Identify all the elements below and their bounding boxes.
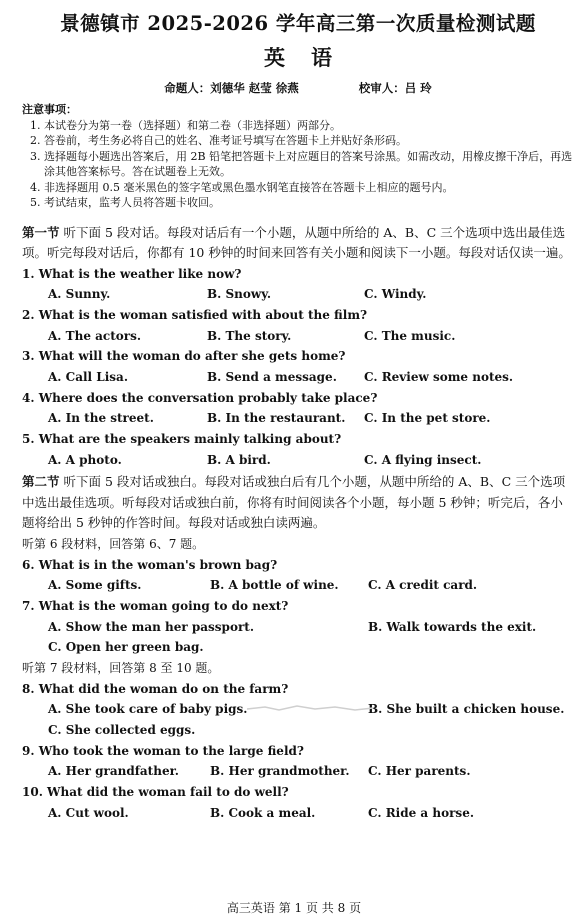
material-7-instruction: 听第 7 段材料，回答第 8 至 10 题。 (22, 661, 220, 675)
option-b[interactable]: B. She built a chicken house. (368, 702, 565, 717)
reviewer: 校审人：吕 玲 (358, 81, 432, 95)
option-a[interactable]: A. Show the man her passport. (48, 619, 254, 634)
option-b[interactable]: B. In the restaurant. (207, 411, 346, 426)
question-7-stem: 7. What is the woman going to do next? (22, 598, 289, 613)
subject-title: 英语 (264, 45, 358, 70)
question-7-options-row1 (22, 617, 574, 638)
option-c[interactable]: C. A flying insect. (364, 452, 482, 467)
question-2-options (22, 326, 574, 347)
authors-line (22, 80, 574, 96)
option-a[interactable]: A. Her grandfather. (48, 764, 179, 779)
faint-pen-mark (245, 701, 375, 715)
option-c[interactable]: C. Her parents. (368, 764, 471, 779)
question-6-options (22, 575, 574, 596)
option-c[interactable]: C. She collected eggs. (48, 723, 196, 738)
note-item: 5. 考试结束，监考人员将答题卡收回。 (30, 196, 220, 209)
question-4-stem: 4. Where does the conversation probably take place? (22, 390, 378, 405)
section-1-text: 听下面 5 段对话。每段对话后有一个小题，从题中所给的 A、B、C 三个选项中选出最佳选项。听完每段对话后，你都有 10 秒钟的时间来回答有关小题和阅读下一小题。每段对话仅读一遍。 (22, 224, 571, 260)
question-10-stem: 10. What did the woman fail to do well? (22, 785, 289, 800)
material-6-instruction: 听第 6 段材料，回答第 6、7 题。 (22, 536, 205, 551)
note-item: 3. 选择题每小题选出答案后，用 2B 铅笔把答题卡上对应题目的答案号涂黑。如需改动，用橡皮擦干净后，再选涂其他答案标号。答在试题卷上无效。 (30, 149, 573, 178)
note-item: 4. 非选择题用 0.5 毫米黑色的签字笔或黑色墨水钢笔直接答在答题卡上相应的题号内。 (30, 180, 454, 194)
option-b[interactable]: B. Her grandmother. (210, 764, 350, 779)
question-4-options (22, 408, 574, 429)
option-c[interactable]: C. Open her green bag. (48, 640, 204, 655)
question-6-stem: 6. What is in the woman's brown bag? (22, 557, 278, 572)
option-a[interactable]: A. A photo. (48, 452, 122, 467)
question-9-stem: 9. Who took the woman to the large field? (22, 743, 304, 758)
question-3-stem: 3. What will the woman do after she gets home? (22, 349, 346, 364)
option-a[interactable]: A. Sunny. (48, 287, 111, 302)
option-a[interactable]: A. Call Lisa. (48, 369, 128, 384)
question-1-stem: 1. What is the weather like now? (22, 266, 242, 281)
option-b[interactable]: B. A bottle of wine. (210, 578, 339, 593)
notes-block (22, 102, 574, 211)
option-a[interactable]: A. Cut wool. (48, 805, 129, 820)
question-2-stem: 2. What is the woman satisfied with about the film? (22, 307, 368, 322)
section-2-label: 第二节 (22, 474, 60, 490)
question-5-options (22, 450, 574, 471)
section-2-text: 听下面 5 段对话或独白。每段对话或独白后有几个小题，从题中所给的 A、B、C 三个选项中选出最佳选项。听每段对话或独白前，你将有时间阅读各个小题，每小题 5 秒钟；听完后，各小题将给出 5 秒钟的作答时间。每段对话或独白读两遍。 (22, 474, 566, 531)
option-b[interactable]: B. Cook a meal. (210, 805, 316, 820)
option-a[interactable]: A. In the street. (48, 411, 154, 426)
option-c[interactable]: C. A credit card. (368, 578, 478, 593)
option-c[interactable]: C. Review some notes. (364, 369, 514, 384)
setters: 命题人：刘德华 赵莹 徐燕 (164, 81, 299, 95)
question-7-options-row2 (22, 637, 574, 658)
option-a[interactable]: A. She took care of baby pigs. (48, 702, 248, 717)
question-8-options-row2 (22, 720, 574, 741)
section-1-instructions (22, 223, 574, 264)
notes-heading: 注意事项： (22, 103, 77, 116)
option-b[interactable]: B. Walk towards the exit. (368, 619, 537, 634)
question-3-options (22, 367, 574, 388)
section-1-label: 第一节 (22, 224, 60, 240)
option-b[interactable]: B. The story. (207, 328, 292, 343)
option-b[interactable]: B. Snowy. (207, 287, 271, 302)
question-10-options (22, 803, 574, 824)
question-9-options (22, 761, 574, 782)
option-c[interactable]: C. In the pet store. (364, 411, 491, 426)
note-item: 1. 本试卷分为第一卷（选择题）和第二卷（非选择题）两部分。 (30, 118, 341, 132)
option-b[interactable]: B. Send a message. (207, 369, 337, 384)
exam-page (0, 8, 588, 923)
question-5-stem: 5. What are the speakers mainly talking about? (22, 432, 342, 446)
exam-title: 景德镇市 2025-2026 学年高三第一次质量检测试题 (60, 12, 536, 35)
option-a[interactable]: A. The actors. (48, 328, 142, 343)
option-c[interactable]: C. The music. (364, 328, 456, 343)
note-item: 2. 答卷前，考生务必将自己的姓名、准考证号填写在答题卡上并贴好条形码。 (30, 134, 407, 147)
option-c[interactable]: C. Ride a horse. (368, 805, 475, 820)
option-b[interactable]: B. A bird. (207, 452, 271, 467)
question-8-stem: 8. What did the woman do on the farm? (22, 681, 289, 696)
page-footer: 高三英语 第 1 页 共 8 页 (226, 901, 362, 915)
section-2-instructions (22, 472, 574, 534)
option-a[interactable]: A. Some gifts. (48, 578, 142, 593)
question-1-options (22, 284, 574, 305)
option-c[interactable]: C. Windy. (364, 287, 427, 302)
